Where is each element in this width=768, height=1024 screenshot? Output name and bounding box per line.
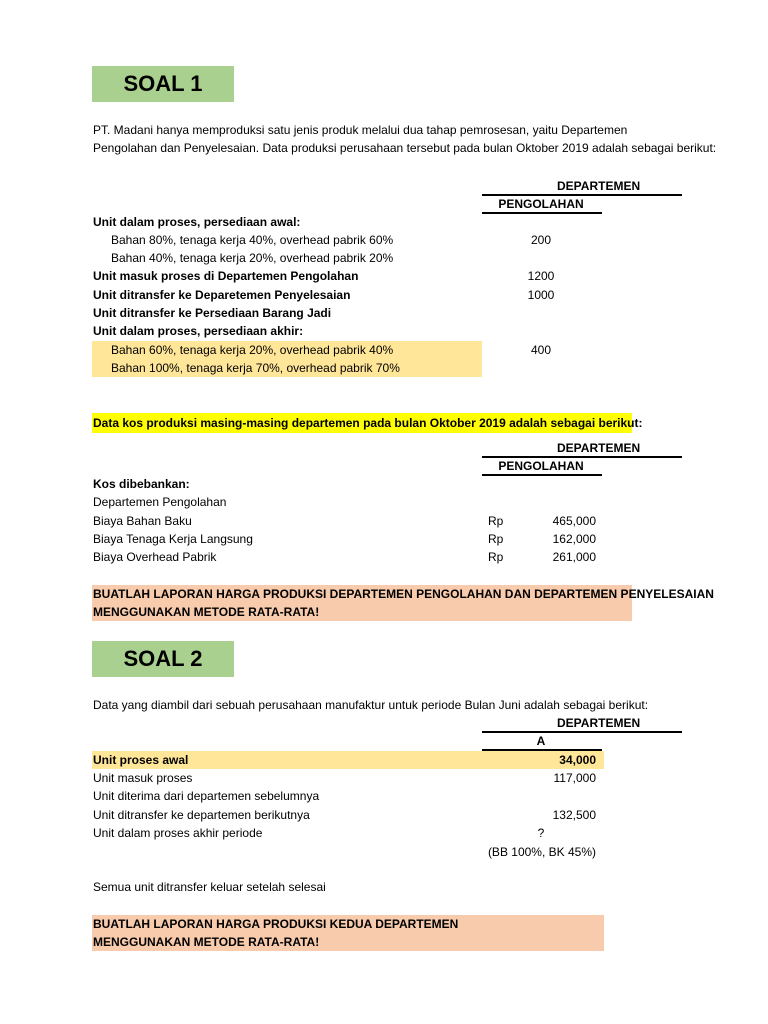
- cost-row-label: Biaya Bahan Baku: [93, 514, 192, 528]
- cost-row-value: 465,000: [552, 514, 596, 528]
- soal1-cost-header-dept: DEPARTEMEN: [557, 441, 641, 455]
- table-row-label: Unit proses awal: [93, 753, 189, 767]
- soal1-instruction-line1: BUATLAH LAPORAN HARGA PRODUKSI DEPARTEMEN PENGOLAHAN DAN DEPARTEMEN PENYELESAIAN: [93, 587, 714, 601]
- table-row-value: 132,500: [552, 808, 596, 822]
- soal2-instruction-line1: BUATLAH LAPORAN HARGA PRODUKSI KEDUA DEPARTEMEN: [93, 917, 459, 931]
- cost-row-value: 162,000: [552, 532, 596, 546]
- soal2-intro: Data yang diambil dari sebuah perusahaan manufaktur untuk periode Bulan Juni adalah sebagai berikut:: [93, 698, 649, 712]
- soal1-cost-dept: Departemen Pengolahan: [93, 495, 227, 509]
- table-row-label: Unit masuk proses: [93, 771, 193, 785]
- table-row-value: 200: [530, 233, 552, 247]
- table-row-label: Bahan 80%, tenaga kerja 40%, overhead pabrik 60%: [111, 233, 394, 247]
- table-row-label: Bahan 100%, tenaga kerja 70%, overhead pabrik 70%: [111, 361, 400, 375]
- cost-row-value: 261,000: [552, 550, 596, 564]
- table-row-value: 400: [530, 343, 552, 357]
- soal1-cost-header-sub: PENGOLAHAN: [498, 459, 584, 473]
- table-row-value: 1000: [527, 288, 555, 302]
- table-row-label: Unit ditransfer ke Deparetemen Penyelesaian: [93, 288, 351, 302]
- soal2-title: SOAL 2: [92, 641, 234, 677]
- header-rule-bottom: [482, 212, 602, 214]
- soal1-intro-line1: PT. Madani hanya memproduksi satu jenis produk melalui dua tahap pemrosesan, yaitu Departemen: [93, 123, 628, 137]
- soal1-title: SOAL 1: [92, 66, 234, 102]
- cost-row-currency: Rp: [488, 532, 504, 546]
- cost-row-currency: Rp: [488, 514, 504, 528]
- soal1-cost-intro: Data kos produksi masing-masing departemen pada bulan Oktober 2019 adalah sebagai berikut:: [93, 416, 643, 430]
- table-row-value: (BB 100%, BK 45%): [487, 845, 596, 859]
- table-row-label: Unit dalam proses, persediaan akhir:: [93, 324, 304, 338]
- soal1-intro-line2: Pengolahan dan Penyelesaian. Data produksi perusahaan tersebut pada bulan Oktober 2019 adalah sebagai berikut:: [93, 141, 717, 155]
- soal1-cost-label: Kos dibebankan:: [93, 477, 190, 491]
- cost-row-label: Biaya Tenaga Kerja Langsung: [93, 532, 253, 546]
- cost-header-rule-bottom: [482, 474, 602, 476]
- table-row-label: Unit masuk proses di Departemen Pengolahan: [93, 269, 359, 283]
- table-row-value: 34,000: [559, 753, 596, 767]
- soal1-header-sub: PENGOLAHAN: [498, 197, 584, 211]
- table-row-value: 117,000: [553, 771, 596, 785]
- cost-row-label: Biaya Overhead Pabrik: [93, 550, 217, 564]
- table-row-label: Bahan 60%, tenaga kerja 20%, overhead pabrik 40%: [111, 343, 394, 357]
- soal2-header-sub: A: [536, 734, 546, 748]
- table-row-label: Unit ditransfer ke departemen berikutnya: [93, 808, 310, 822]
- table-row-label: Unit diterima dari departemen sebelumnya: [93, 789, 320, 803]
- cost-row-currency: Rp: [488, 550, 504, 564]
- table-row-value: 1200: [527, 269, 555, 283]
- soal2-note: Semua unit ditransfer keluar setelah selesai: [93, 880, 326, 894]
- table-row-label: Unit dalam proses akhir periode: [93, 826, 263, 840]
- soal1-instruction-line2: MENGGUNAKAN METODE RATA-RATA!: [93, 605, 320, 619]
- soal1-header-dept: DEPARTEMEN: [557, 179, 641, 193]
- soal2-instruction-line2: MENGGUNAKAN METODE RATA-RATA!: [93, 935, 320, 949]
- table-row-label: Bahan 40%, tenaga kerja 20%, overhead pabrik 20%: [111, 251, 394, 265]
- soal2-header-dept: DEPARTEMEN: [557, 716, 641, 730]
- table-row-label: Unit dalam proses, persediaan awal:: [93, 215, 301, 229]
- table-row-value: ?: [537, 826, 545, 840]
- table-row-label: Unit ditransfer ke Persediaan Barang Jadi: [93, 306, 332, 320]
